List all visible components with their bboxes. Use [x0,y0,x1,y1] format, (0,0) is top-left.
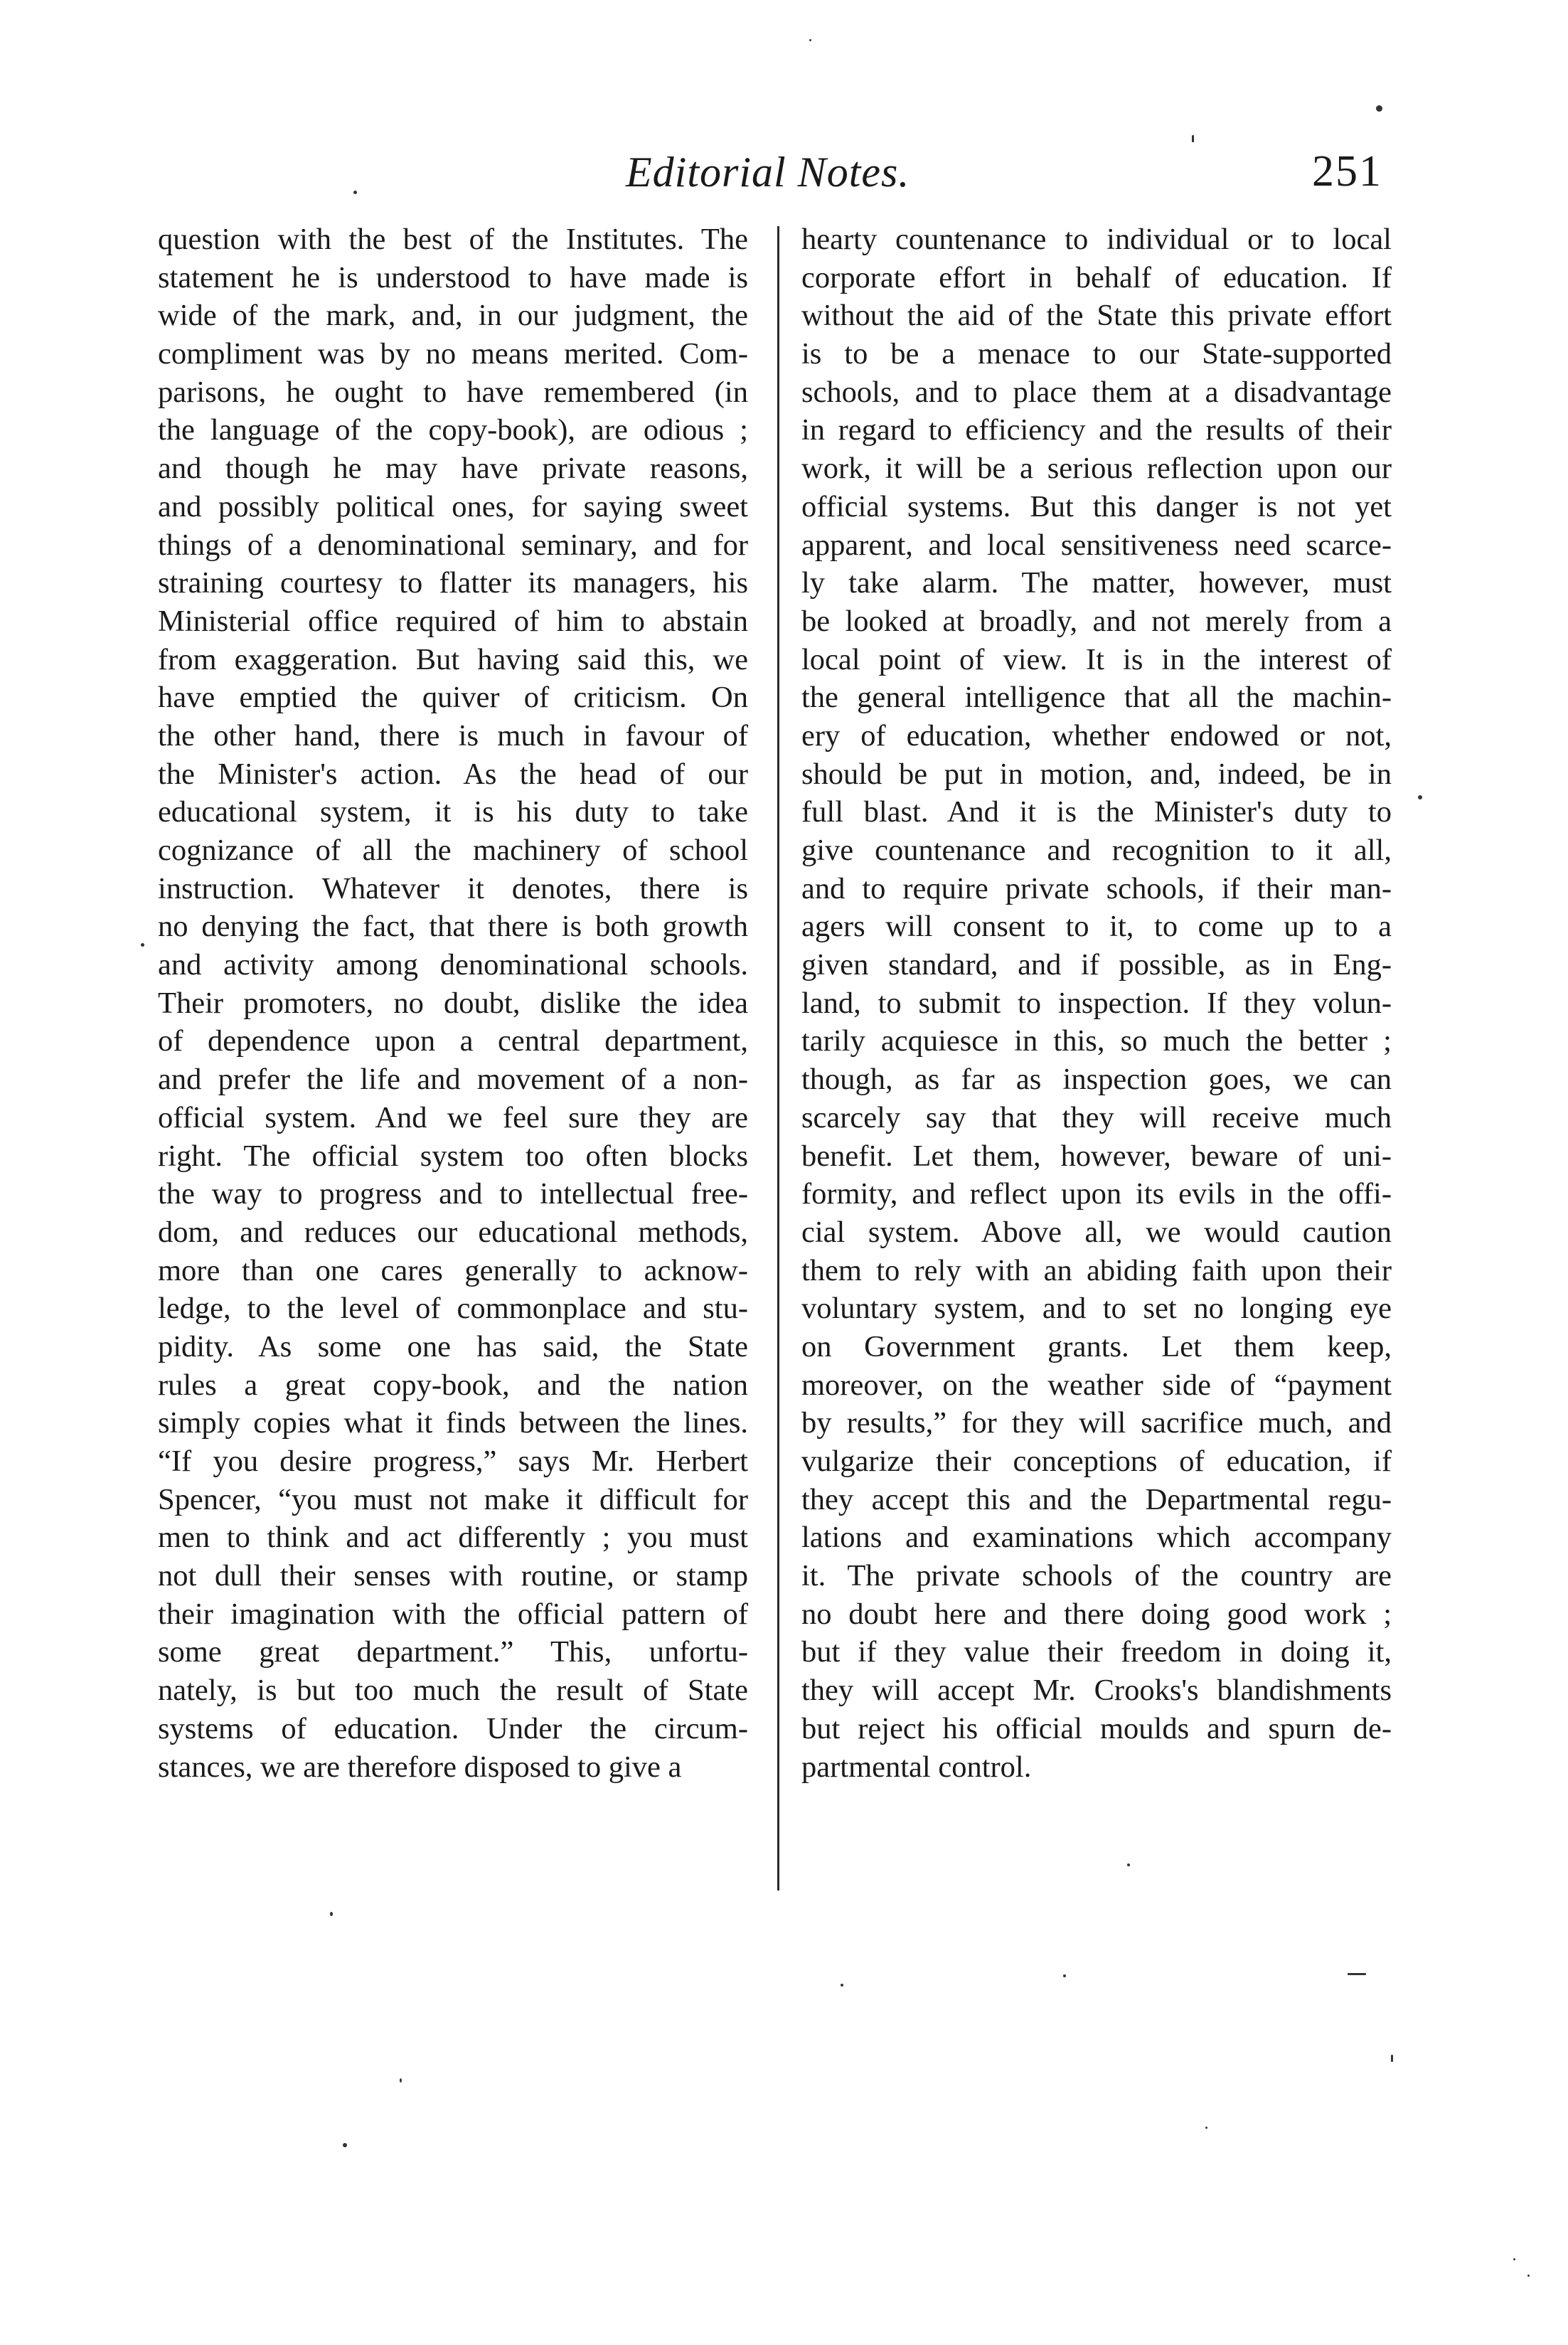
text-line: local point of view. It is in the interest of [801,642,1392,676]
scan-speck [1513,2258,1515,2260]
text-line: partmental control. [801,1750,1032,1784]
scan-speck [1391,2055,1393,2062]
text-line: formity, and reflect upon its evils in the offi- [801,1177,1392,1211]
scan-speck [1376,105,1382,112]
scan-speck [841,1984,843,1987]
text-line: but reject his official moulds and spurn de- [801,1711,1392,1745]
text-line: vulgarize their conceptions of education, if [801,1445,1392,1478]
text-line: the way to progress and to intellectual free- [158,1177,748,1211]
text-line: dom, and reduces our educational methods, [158,1215,748,1249]
text-line: but if they value their freedom in doing it, [801,1635,1392,1669]
text-line: no denying the fact, that there is both growth [158,910,748,944]
scan-speck [343,2143,347,2147]
text-line: official systems. But this danger is not yet [801,489,1392,523]
text-line: straining courtesy to flatter its managers, his [158,566,748,600]
text-line: ery of education, whether endowed or not, [801,718,1392,753]
scan-speck [353,191,357,194]
text-line: right. The official system too often blocks [158,1139,748,1173]
text-line: Their promoters, no doubt, dislike the idea [158,986,748,1020]
text-line: cognizance of all the machinery of school [158,834,748,867]
text-line: pidity. As some one has said, the State [158,1329,748,1363]
text-line: scarcely say that they will receive much [801,1100,1392,1134]
column-divider [777,226,779,1891]
text-line: of dependence upon a central department, [158,1024,748,1058]
text-line: stances, we are therefore disposed to give a [158,1750,682,1784]
text-line: should be put in motion, and, indeed, be in [801,757,1392,791]
scan-speck [330,1912,333,1916]
text-line: and though he may have private reasons, [158,452,748,486]
text-line: tarily acquiesce in this, so much the better ; [801,1024,1392,1058]
scan-speck [1192,135,1194,142]
text-line: though, as far as inspection goes, we can [801,1063,1392,1097]
scan-speck [809,39,811,41]
text-line: some great department.” This, unfortu- [158,1635,748,1669]
text-line: without the aid of the State this private effort [801,299,1392,333]
text-line: ledge, to the level of commonplace and stu- [158,1292,748,1326]
text-line: official system. And we feel sure they are [158,1100,748,1134]
text-line: rules a great copy-book, and the nation [158,1368,748,1402]
text-line: things of a denominational seminary, and for [158,528,748,562]
text-line: have emptied the quiver of criticism. On [158,681,748,715]
text-line: their imagination with the official pattern of [158,1597,748,1631]
text-line: in regard to efficiency and the results of their [801,413,1392,447]
scan-speck [1348,1973,1366,1975]
text-line: land, to submit to inspection. If they volun- [801,986,1392,1020]
text-line: they accept this and the Departmental regu- [801,1482,1392,1516]
text-line: the general intelligence that all the machin- [801,681,1392,715]
text-line: and activity among denominational schools. [158,948,748,982]
scan-speck [1527,2275,1530,2277]
text-line: question with the best of the Institutes. The [158,223,748,256]
text-line: is to be a menace to our State-supported [801,337,1392,371]
text-line: “If you desire progress,” says Mr. Herbert [158,1445,748,1478]
text-line: cial system. Above all, we would caution [801,1215,1392,1249]
text-line: wide of the mark, and, in our judgment, the [158,299,748,333]
text-line: on Government grants. Let them keep, [801,1329,1392,1363]
text-line: more than one cares generally to acknow- [158,1253,748,1287]
text-line: give countenance and recognition to it all, [801,834,1392,867]
text-line: them to rely with an abiding faith upon their [801,1253,1392,1287]
text-line: given standard, and if possible, as in Eng- [801,948,1392,982]
text-line: Spencer, “you must not make it difficult for [158,1482,748,1516]
text-line: they will accept Mr. Crooks's blandishments [801,1674,1392,1708]
text-line: no doubt here and there doing good work ; [801,1597,1392,1631]
text-line: simply copies what it finds between the lines. [158,1406,748,1440]
scan-speck [141,943,144,947]
text-line: full blast. And it is the Minister's duty to [801,795,1392,829]
right-column-text [801,220,1392,1786]
text-line: Ministerial office required of him to abstain [158,604,748,638]
text-line: apparent, and local sensitiveness need scarce- [801,528,1392,562]
text-line: the language of the copy-book), are odious ; [158,413,748,447]
running-head [0,121,1568,206]
scan-speck [1205,2127,1207,2129]
scan-speck [1063,1974,1066,1977]
text-line: lations and examinations which accompany [801,1521,1392,1555]
text-line: from exaggeration. But having said this, we [158,642,748,676]
text-line: and possibly political ones, for saying sweet [158,489,748,523]
text-line: by results,” for they will sacrifice much, and [801,1406,1392,1440]
text-line: statement he is understood to have made is [158,260,748,294]
scan-speck [1418,795,1422,799]
text-line: and to require private schools, if their man- [801,871,1392,905]
text-line: systems of education. Under the circum- [158,1711,748,1745]
text-line: moreover, on the weather side of “payment [801,1368,1392,1402]
text-line: voluntary system, and to set no longing eye [801,1292,1392,1326]
text-line: not dull their senses with routine, or stamp [158,1559,748,1593]
text-line: parisons, he ought to have remembered (in [158,375,748,409]
text-line: the Minister's action. As the head of our [158,757,748,791]
text-line: educational system, it is his duty to take [158,795,748,829]
page-number: 251 [1312,147,1382,196]
text-line: benefit. Let them, however, beware of uni- [801,1139,1392,1173]
left-column-text [158,220,748,1786]
text-line: ly take alarm. The matter, however, must [801,566,1392,600]
text-line: corporate effort in behalf of education. If [801,260,1392,294]
text-line: schools, and to place them at a disadvantage [801,375,1392,409]
text-line: be looked at broadly, and not merely from a [801,604,1392,638]
running-title: Editorial Notes. [626,149,910,196]
text-line: agers will consent to it, to come up to a [801,910,1392,944]
text-line: hearty countenance to individual or to local [801,223,1392,256]
scan-speck [400,2078,402,2083]
text-line: instruction. Whatever it denotes, there is [158,871,748,905]
text-line: men to think and act differently ; you must [158,1521,748,1555]
text-line: compliment was by no means merited. Com- [158,337,748,371]
text-line: and prefer the life and movement of a non- [158,1063,748,1097]
scan-speck [1127,1863,1130,1866]
text-line: nately, is but too much the result of State [158,1674,748,1708]
text-line: it. The private schools of the country are [801,1559,1392,1593]
text-line: the other hand, there is much in favour of [158,718,748,753]
text-line: work, it will be a serious reflection upon our [801,452,1392,486]
